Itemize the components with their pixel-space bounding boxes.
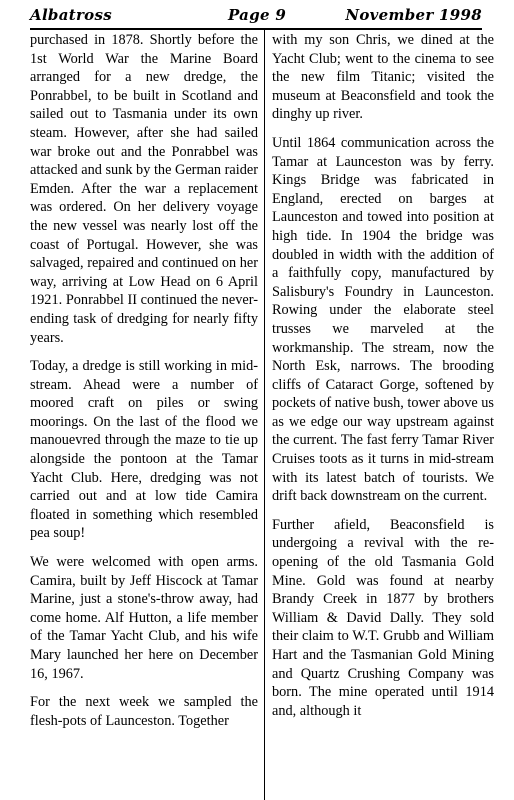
publication-title: Albatross — [30, 6, 112, 24]
paragraph: with my son Chris, we dined at the Yacht Club; went to the cinema to see the new film Titanic; visited the museum at Beaconsfield and took the dinghy up river. — [272, 32, 494, 123]
paragraph: We were welcomed with open arms. Camira, built by Jeff Hiscock at Tamar Marine, just a stone's-throw away, had come home. Alf Hutton, a life member of the Tamar Yacht Club, and his wife Mary launched her here on December 16, 1967. — [30, 554, 258, 682]
paragraph: Today, a dredge is still working in mid-stream. Ahead were a number of moored craft on piles or swing moorings. On the last of the flood we manouevred through the maze to tie up alongside the pontoon at the Tamar Yacht Club. Here, dredging was not carried out and at low tide Camira floated in something which resembled pea soup! — [30, 358, 258, 542]
right-column — [272, 31, 494, 730]
column-divider — [264, 30, 265, 800]
header-rule — [30, 28, 482, 30]
paragraph: Further afield, Beaconsfield is undergoing a revival with the re-opening of the old Tasmania Gold Mine. Gold was found at nearby Brandy Creek in 1877 by brothers William & David Dally. They sold their claim to W.T. Grubb and William Hart and the Tasmanian Gold Mining and Quartz Crushing Company was born. The mine operated until 1914 and, although it — [272, 516, 494, 719]
paragraph: For the next week we sampled the flesh-pots of Launceston. Together — [30, 694, 258, 729]
issue-date: November 1998 — [345, 6, 482, 24]
paragraph: Until 1864 communication across the Tamar at Launceston was by ferry. Kings Bridge was fabricated in England, erected on barges at Launceston and towed into position at high tide. In 1904 the bridge was doubled in width with the addition of a faithfully copy, manufactured by Salisbury's Foundry in Launceston. Rowing under the elaborate steel trusses we marveled at the workmanship. The stream, now the North Esk, narrows. The brooding cliffs of Cataract Gorge, softened by pockets of native bush, tower above us as we edge our way upstream against the current. The fast ferry Tamar River Cruises toots as it turns in mid-stream with its latest batch of tourists. We drift back downstream on the current. — [272, 134, 494, 505]
page-header — [30, 6, 482, 28]
paragraph: purchased in 1878. Shortly before the 1st World War the Marine Board arranged for a new dredge, the Ponrabbel, to be built in Scotland and sailed out to Tasmania under its own steam. However, after she had sailed war broke out and the Ponrabbel was attacked and sunk by the German raider Emden. After the war a replacement was ordered. On her delivery voyage the new vessel was nearly lost off the coast of Portugal. However, she was salvaged, repaired and continued on her way, arriving at Low Head on 6 April 1921. Ponrabbel II continued the never-ending task of dredging for nearly fifty years. — [30, 32, 258, 346]
page-number: Page 9 — [228, 6, 287, 24]
left-column — [30, 31, 258, 740]
